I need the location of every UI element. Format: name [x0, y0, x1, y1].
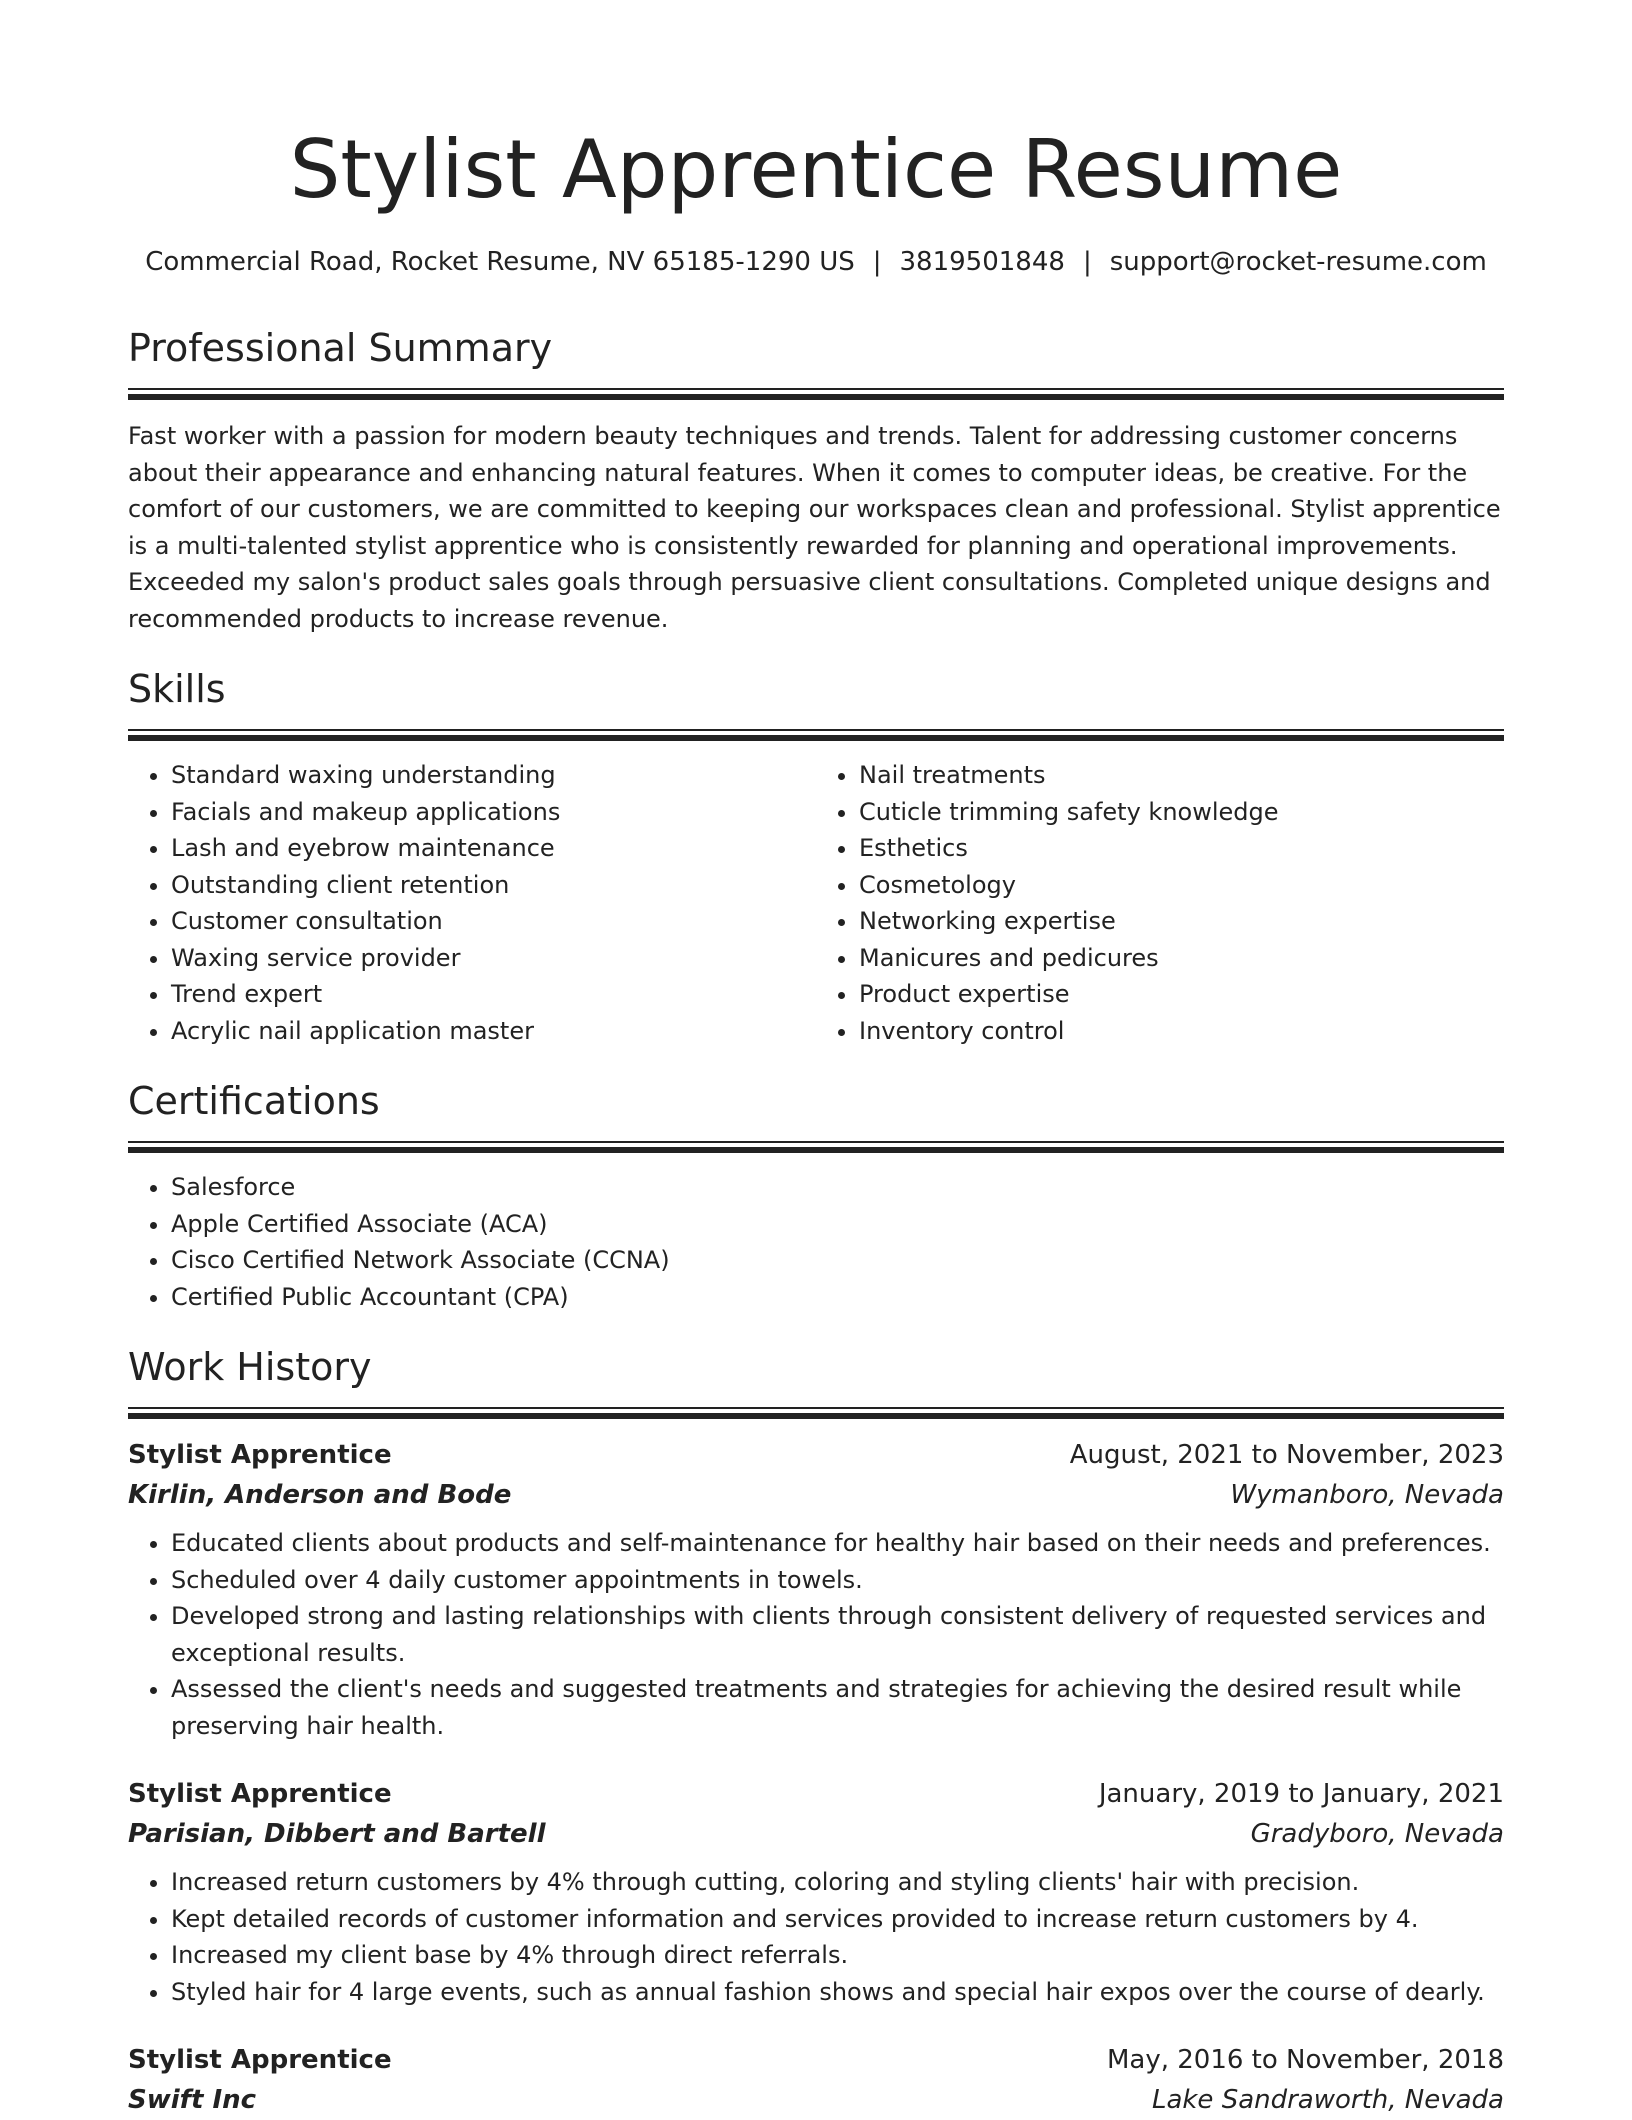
work-history-heading: Work History	[128, 1345, 372, 1389]
job-location: Wymanboro, Nevada	[1230, 1480, 1504, 1510]
skills-column-right	[816, 757, 1504, 1049]
skill-item: • Standard waxing understanding	[171, 757, 816, 794]
skill-item: • Customer consultation	[171, 903, 816, 940]
skills-list-right	[816, 757, 1504, 1049]
skill-item: • Cosmetology	[859, 867, 1504, 904]
skill-item: • Esthetics	[859, 830, 1504, 867]
certifications-section	[128, 1077, 1504, 1315]
job-dates: August, 2021 to November, 2023	[1069, 1440, 1504, 1470]
job-company-row	[128, 1475, 1504, 1515]
skills-list-left	[128, 757, 816, 1049]
skill-item: • Trend expert	[171, 976, 816, 1013]
job-entry	[128, 2040, 1504, 2120]
summary-section	[128, 324, 1504, 637]
certifications-list	[128, 1169, 1504, 1315]
skill-item: • Lash and eyebrow maintenance	[171, 830, 816, 867]
job-header-row	[128, 1774, 1504, 1814]
section-divider	[128, 388, 1504, 400]
job-dates: May, 2016 to November, 2018	[1106, 2045, 1504, 2075]
summary-text: Fast worker with a passion for modern beauty techniques and trends. Talent for addressing customer concerns about their appearance and enhancing natural features. When it comes to computer ideas, be creative. For the comfort of our customers, we are committed to keeping our workspaces clean and professional. Stylist apprentice is a multi-talented stylist apprentice who is consistently rewarded for planning and operational improvements. Exceeded my salon's product sales goals through persuasive client consultations. Completed unique designs and recommended products to increase revenue.	[128, 422, 1501, 633]
section-divider	[128, 1141, 1504, 1153]
skill-item: • Networking expertise	[859, 903, 1504, 940]
skill-item: • Inventory control	[859, 1013, 1504, 1050]
certification-item: • Apple Certified Associate (ACA)	[171, 1206, 1504, 1243]
certifications-heading: Certifications	[128, 1079, 380, 1123]
skill-item: • Nail treatments	[859, 757, 1504, 794]
skill-item: • Product expertise	[859, 976, 1504, 1013]
skill-item: • Cuticle trimming safety knowledge	[859, 794, 1504, 831]
resume-title: Stylist Apprentice Resume	[289, 123, 1343, 216]
skills-heading: Skills	[128, 667, 226, 711]
job-bullet: • Developed strong and lasting relationships with clients through consistent delivery of requested services and exceptional results.	[171, 1598, 1504, 1671]
contact-phone: 3819501848	[899, 247, 1065, 277]
summary-heading: Professional Summary	[128, 326, 553, 370]
job-bullet: • Educated clients about products and self-maintenance for healthy hair based on their needs and preferences.	[171, 1525, 1504, 1562]
job-bullets	[128, 1525, 1504, 1744]
job-company-row	[128, 2080, 1504, 2120]
skills-column-left	[128, 757, 816, 1049]
job-company: Kirlin, Anderson and Bode	[128, 1480, 512, 1510]
contact-separator: |	[1082, 247, 1092, 277]
skill-item: • Acrylic nail application master	[171, 1013, 816, 1050]
job-location: Lake Sandraworth, Nevada	[1151, 2085, 1504, 2115]
contact-address: Commercial Road, Rocket Resume, NV 65185-1290 US	[145, 247, 855, 277]
contact-line	[128, 244, 1504, 280]
section-divider	[128, 1407, 1504, 1419]
certification-item: • Cisco Certified Network Associate (CCNA)	[171, 1242, 1504, 1279]
skills-columns	[128, 757, 1504, 1049]
job-bullet: • Kept detailed records of customer information and services provided to increase return customers by 4.	[171, 1901, 1504, 1938]
job-title: Stylist Apprentice	[128, 1779, 392, 1809]
skill-item: • Facials and makeup applications	[171, 794, 816, 831]
job-location: Gradyboro, Nevada	[1250, 1819, 1504, 1849]
contact-email: support@rocket-resume.com	[1109, 247, 1487, 277]
skill-item: • Waxing service provider	[171, 940, 816, 977]
skill-item: • Manicures and pedicures	[859, 940, 1504, 977]
job-dates: January, 2019 to January, 2021	[1098, 1779, 1504, 1809]
skills-section	[128, 665, 1504, 1049]
job-bullet: • Increased return customers by 4% through cutting, coloring and styling clients' hair with precision.	[171, 1864, 1504, 1901]
skill-item: • Outstanding client retention	[171, 867, 816, 904]
job-entry	[128, 1435, 1504, 1744]
job-bullet: • Styled hair for 4 large events, such as annual fashion shows and special hair expos over the course of dearly.	[171, 1974, 1504, 2011]
job-title: Stylist Apprentice	[128, 1440, 392, 1470]
section-divider	[128, 729, 1504, 741]
job-bullet: • Scheduled over 4 daily customer appointments in towels.	[171, 1562, 1504, 1599]
job-company: Swift Inc	[128, 2085, 257, 2115]
job-company-row	[128, 1814, 1504, 1854]
job-entry	[128, 1774, 1504, 2010]
job-bullets	[128, 1864, 1504, 2010]
work-history-section	[128, 1343, 1504, 2120]
job-title: Stylist Apprentice	[128, 2045, 392, 2075]
job-company: Parisian, Dibbert and Bartell	[128, 1819, 546, 1849]
job-header-row	[128, 1435, 1504, 1475]
certification-item: • Salesforce	[171, 1169, 1504, 1206]
contact-separator: |	[872, 247, 882, 277]
job-bullet: • Increased my client base by 4% through direct referrals.	[171, 1937, 1504, 1974]
job-header-row	[128, 2040, 1504, 2080]
job-bullet: • Assessed the client's needs and suggested treatments and strategies for achieving the desired result while preserving hair health.	[171, 1671, 1504, 1744]
certification-item: • Certified Public Accountant (CPA)	[171, 1279, 1504, 1316]
